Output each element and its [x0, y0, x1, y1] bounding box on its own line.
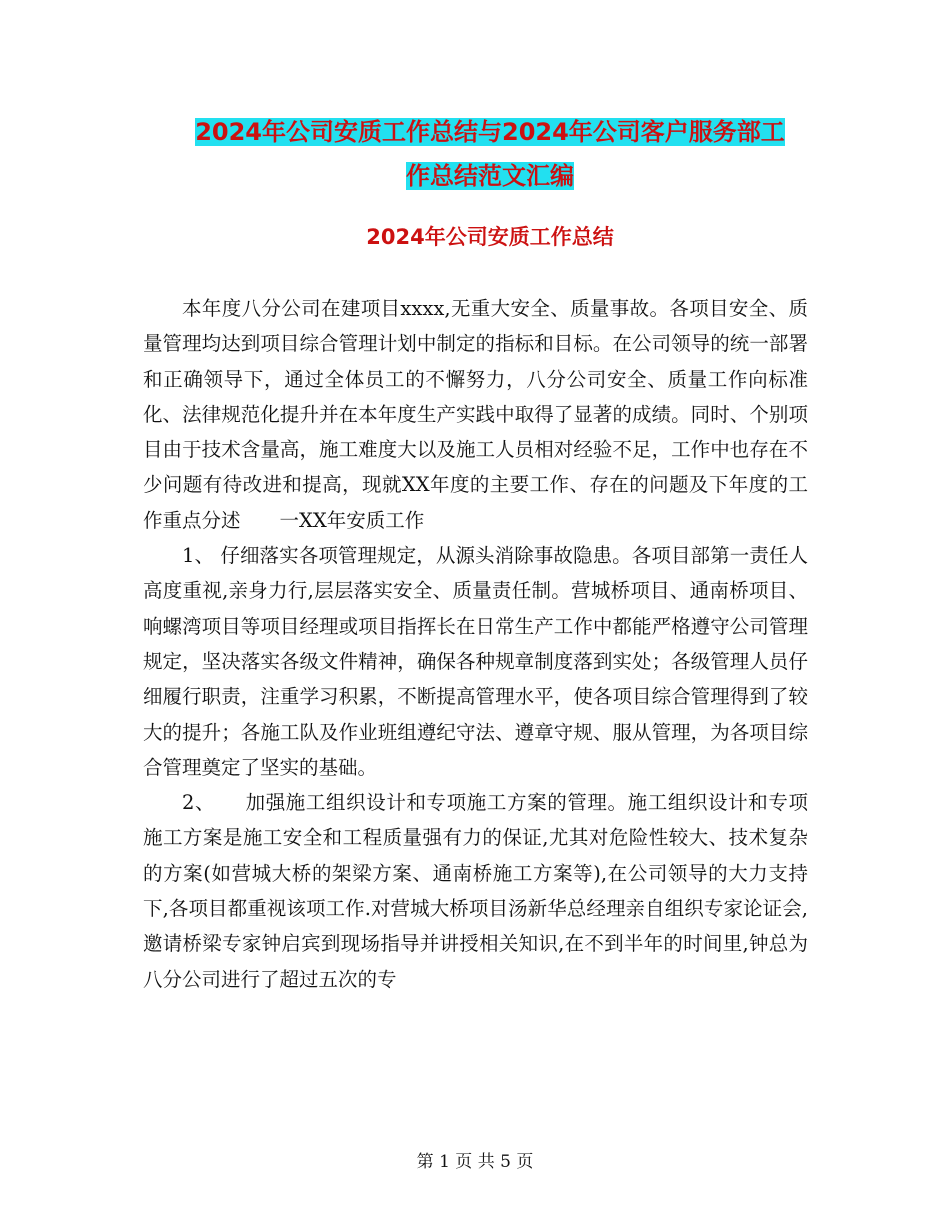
section-title: 2024年公司安质工作总结	[366, 225, 614, 249]
body-text	[143, 291, 808, 997]
document-title	[140, 110, 840, 198]
document-title-line-2: 作总结范文汇编	[406, 162, 574, 190]
document-title-line-1: 2024年公司安质工作总结与2024年公司客户服务部工	[195, 118, 785, 146]
page-footer: 第 1 页 共 5 页	[416, 1152, 534, 1172]
paragraph-item-1: 1、 仔细落实各项管理规定，从源头消除事故隐患。各项目部第一责任人高度重视,亲身力行,层层落实安全、质量责任制。营城桥项目、通南桥项目、响螺湾项目等项目经理或项目指挥长在日常生产工作中都能严格遵守公司管理规定，坚决落实各级文件精神，确保各种规章制度落到实处；各级管理人员仔细履行职责，注重学习积累，不断提高管理水平，使各项目综合管理得到了较大的提升；各施工队及作业班组遵纪守法、遵章守规、服从管理，为各项目综合管理奠定了坚实的基础。	[143, 544, 808, 779]
paragraph-intro: 本年度八分公司在建项目xxxx,无重大安全、质量事故。各项目安全、质量管理均达到项目综合管理计划中制定的指标和目标。在公司领导的统一部署和正确领导下，通过全体员工的不懈努力，八分公司安全、质量工作向标准化、法律规范化提升并在本年度生产实践中取得了显著的成绩。同时、个别项目由于技术含量高，施工难度大以及施工人员相对经验不足，工作中也存在不少问题有待改进和提高，现就XX年度的主要工作、存在的问题及下年度的工作重点分述 一XX年安质工作	[143, 297, 808, 532]
paragraph-item-2: 2、 加强施工组织设计和专项施工方案的管理。施工组织设计和专项施工方案是施工安全和工程质量强有力的保证,尤其对危险性较大、技术复杂的方案(如营城大桥的架梁方案、通南桥施工方案等),在公司领导的大力支持下,各项目都重视该项工作.对营城大桥项目汤新华总经理亲自组织专家论证会,邀请桥梁专家钟启宾到现场指导并讲授相关知识,在不到半年的时间里,钟总为八分公司进行了超过五次的专	[143, 791, 808, 991]
